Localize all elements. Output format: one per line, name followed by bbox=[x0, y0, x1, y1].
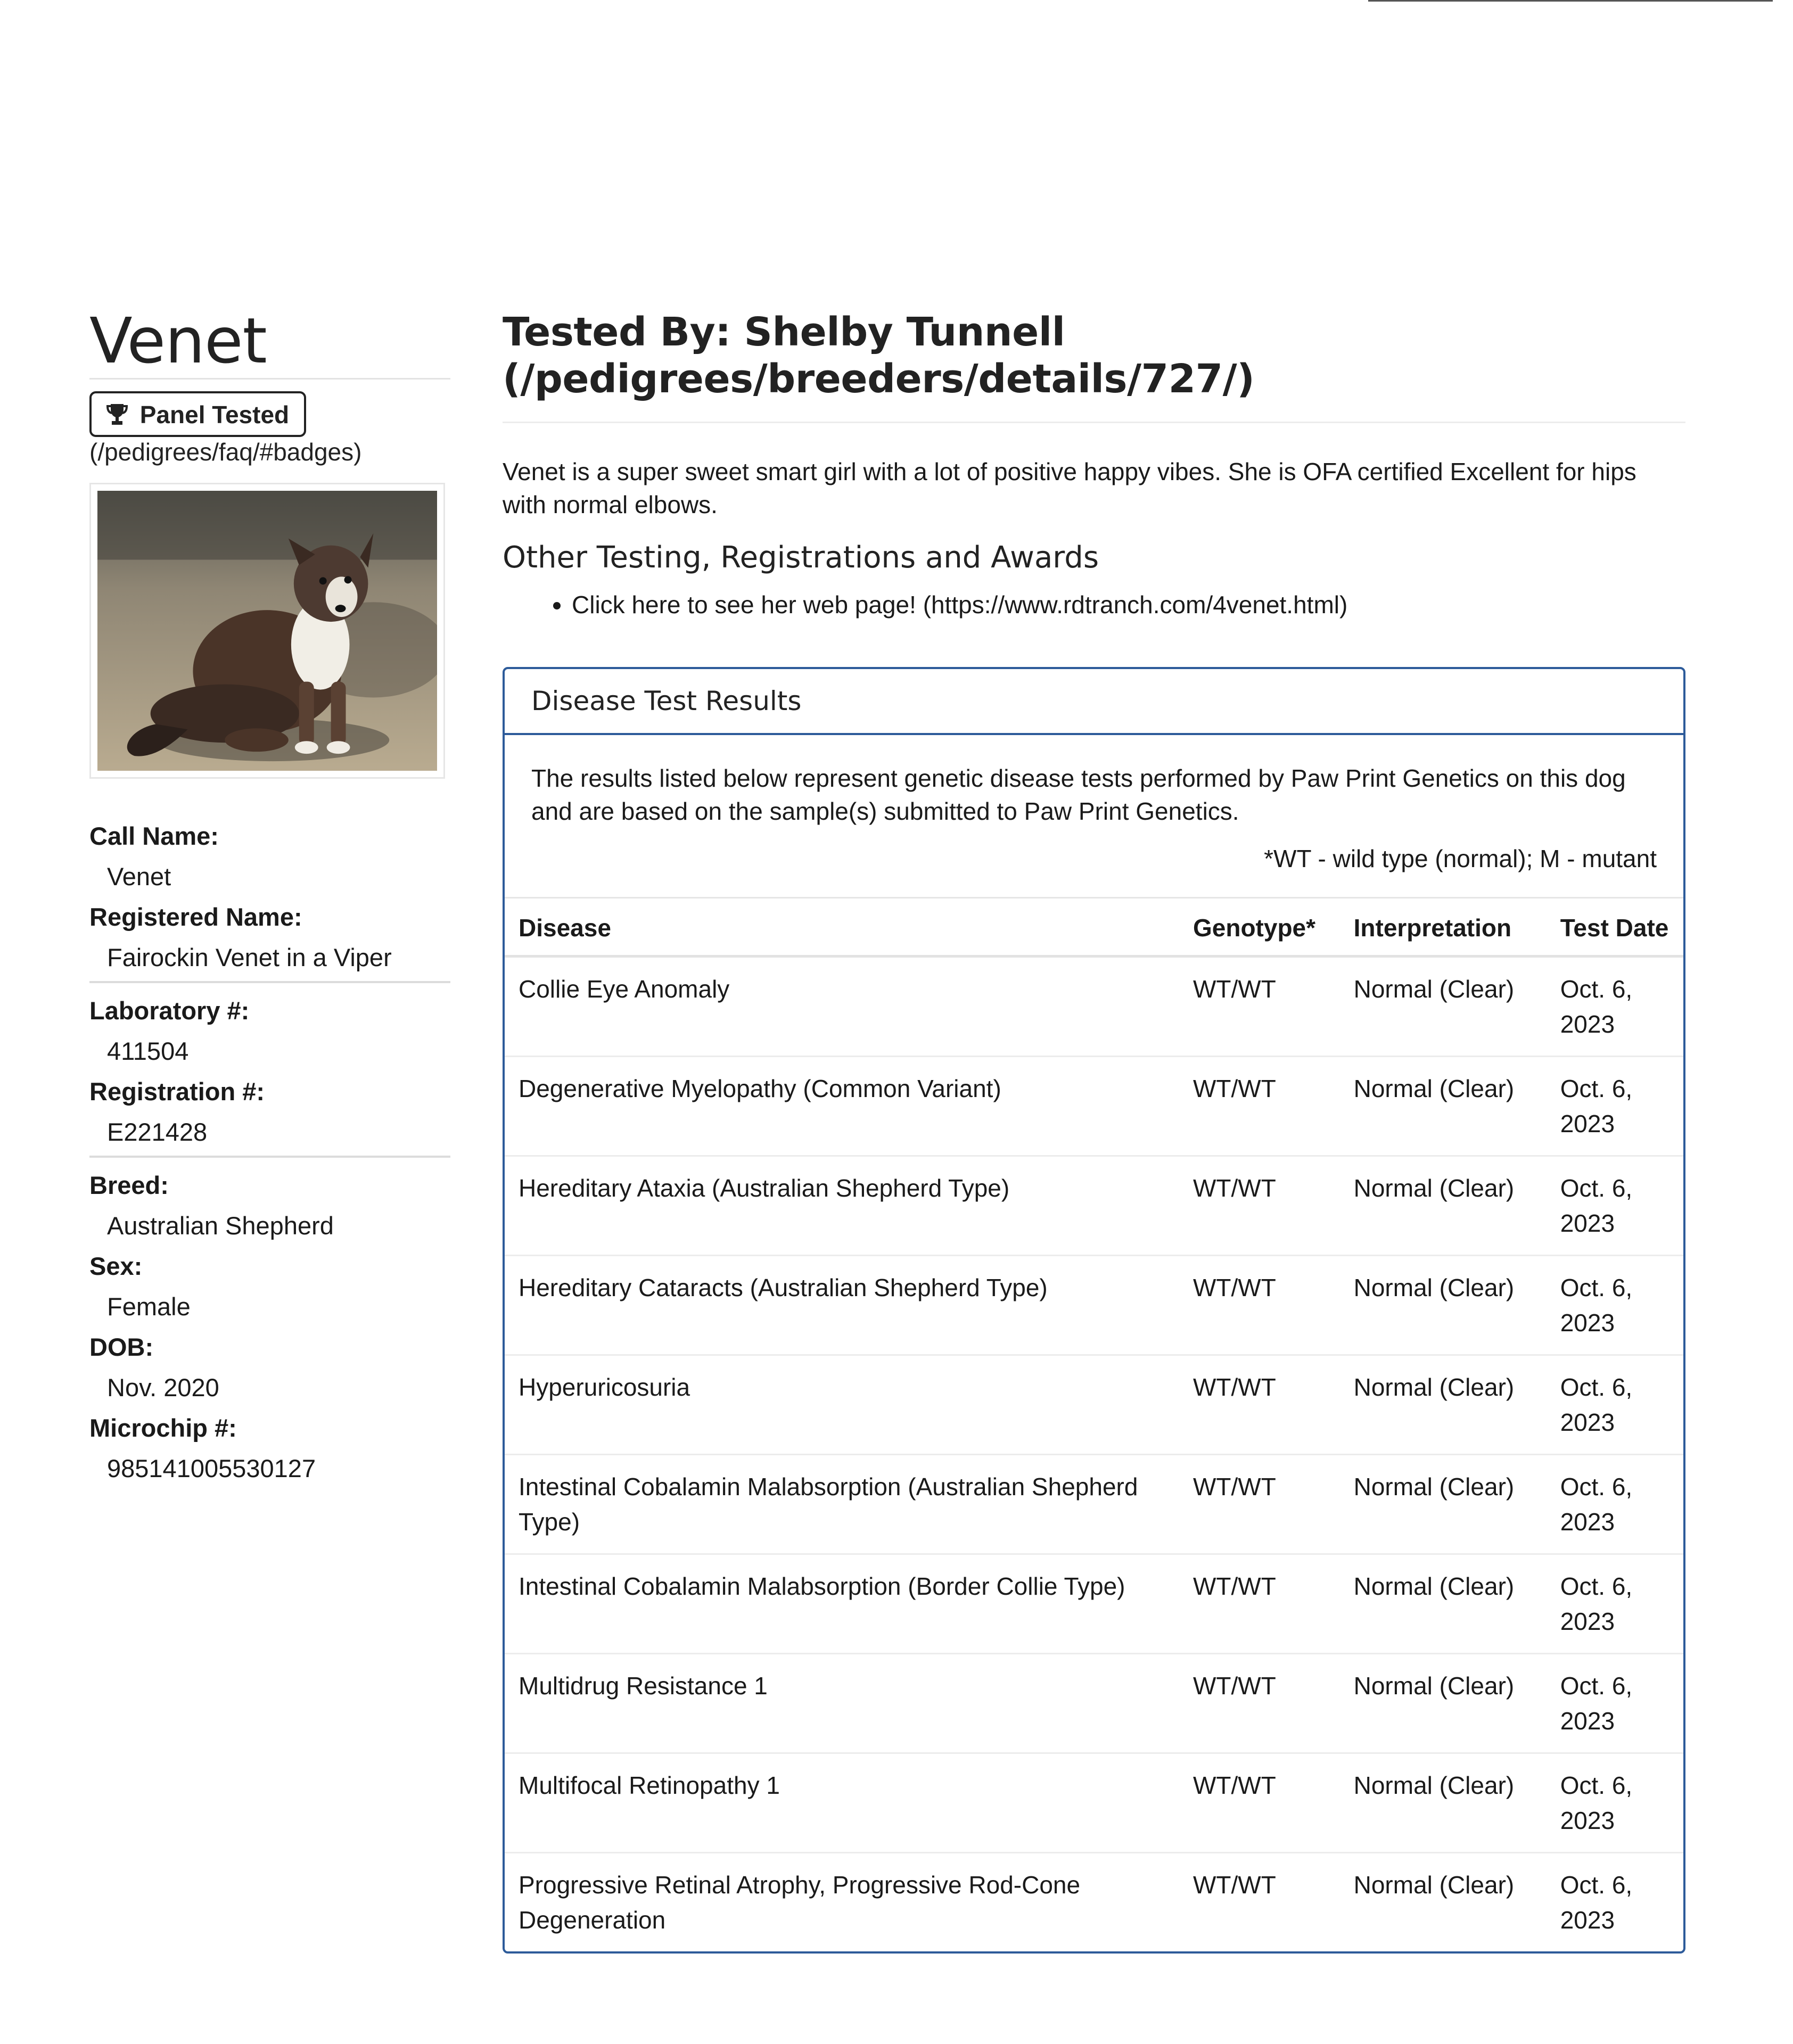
dob-label: DOB: bbox=[89, 1333, 154, 1361]
genotype-legend: *WT - wild type (normal); M - mutant bbox=[1264, 845, 1657, 872]
dog-photo-frame bbox=[89, 483, 445, 779]
table-row bbox=[505, 1455, 1683, 1554]
panel-title: Disease Test Results bbox=[505, 669, 1683, 735]
disease-cell: Degenerative Myelopathy (Common Variant) bbox=[505, 1057, 1193, 1156]
interpretation-cell: Normal (Clear) bbox=[1353, 1871, 1515, 1899]
other-testing-list bbox=[503, 588, 1685, 621]
interpretation-cell: Normal (Clear) bbox=[1354, 1654, 1560, 1753]
microchip-value: 985141005530127 bbox=[107, 1454, 316, 1482]
genotype-cell: WT/WT bbox=[1193, 1871, 1276, 1899]
disease-cell: Hereditary Ataxia (Australian Shepherd Type) bbox=[505, 1156, 1193, 1256]
badge-label: Panel Tested bbox=[139, 401, 290, 428]
disease-cell: Hyperuricosuria bbox=[505, 1355, 1193, 1455]
table-row bbox=[505, 1654, 1683, 1753]
table-row bbox=[505, 1853, 1683, 1952]
disease-cell: Hereditary Cataracts (Australian Shepherd Type) bbox=[505, 1256, 1193, 1355]
interpretation-cell: Normal (Clear) bbox=[1354, 1156, 1560, 1256]
date-cell bbox=[1560, 1554, 1683, 1654]
genotype-cell: WT/WT bbox=[1193, 1256, 1354, 1355]
table-row bbox=[505, 1256, 1683, 1355]
tested-by-link[interactable]: (/pedigrees/breeders/details/727/) bbox=[503, 356, 1255, 402]
interpretation-cell: Normal (Clear) bbox=[1354, 1355, 1560, 1455]
disease-cell: Progressive Retinal Atrophy, Progressive Rod-Cone Degeneration bbox=[519, 1871, 1081, 1934]
date-line1: Oct. 6, bbox=[1560, 1871, 1633, 1899]
date-line1: Oct. 6, bbox=[1560, 1075, 1633, 1102]
breed-label: Breed: bbox=[89, 1171, 169, 1199]
col-disease: Disease bbox=[505, 898, 1193, 957]
breed-value: Australian Shepherd bbox=[107, 1211, 334, 1240]
disease-cell: Multidrug Resistance 1 bbox=[505, 1654, 1193, 1753]
date-line2: 2023 bbox=[1560, 1906, 1615, 1934]
tested-by-heading[interactable] bbox=[503, 309, 1685, 402]
tested-by-line1: Tested By: Shelby Tunnell bbox=[503, 309, 1065, 355]
date-line2: 2023 bbox=[1560, 1309, 1615, 1337]
dog-info-list bbox=[89, 816, 450, 1489]
genotype-cell: WT/WT bbox=[1193, 1554, 1354, 1654]
registration-label: Registration #: bbox=[89, 1077, 265, 1106]
date-line1: Oct. 6, bbox=[1560, 1274, 1633, 1301]
table-row bbox=[505, 957, 1683, 1057]
genotype-cell: WT/WT bbox=[1193, 1355, 1354, 1455]
date-cell bbox=[1560, 1256, 1683, 1355]
interpretation-cell: Normal (Clear) bbox=[1354, 1554, 1560, 1654]
laboratory-value: 411504 bbox=[107, 1037, 189, 1065]
date-line2: 2023 bbox=[1560, 1608, 1615, 1635]
panel-tested-badge[interactable] bbox=[89, 391, 306, 437]
trophy-icon bbox=[106, 403, 128, 426]
heading-divider bbox=[503, 422, 1685, 423]
registered-name-value: Fairockin Venet in a Viper bbox=[107, 943, 392, 971]
date-line2: 2023 bbox=[1560, 1807, 1615, 1834]
interpretation-cell: Normal (Clear) bbox=[1354, 1057, 1560, 1156]
date-cell bbox=[1560, 1455, 1683, 1554]
date-line2: 2023 bbox=[1560, 1010, 1615, 1038]
title-divider bbox=[89, 378, 450, 380]
disease-cell: Intestinal Cobalamin Malabsorption (Border Collie Type) bbox=[505, 1554, 1193, 1654]
table-row bbox=[505, 1554, 1683, 1654]
dog-sidebar bbox=[89, 303, 450, 1489]
date-line1: Oct. 6, bbox=[1560, 1174, 1633, 1202]
table-row bbox=[505, 1355, 1683, 1455]
genotype-cell: WT/WT bbox=[1193, 1654, 1354, 1753]
genotype-cell: WT/WT bbox=[1193, 1057, 1354, 1156]
table-row bbox=[505, 1057, 1683, 1156]
results-table bbox=[505, 897, 1683, 1951]
registration-value: E221428 bbox=[107, 1118, 208, 1146]
date-cell bbox=[1560, 1853, 1683, 1952]
table-row bbox=[505, 1753, 1683, 1853]
disease-results-panel bbox=[503, 667, 1685, 1954]
info-divider bbox=[89, 981, 450, 983]
interpretation-cell: Normal (Clear) bbox=[1354, 1753, 1560, 1853]
col-test-date: Test Date bbox=[1560, 898, 1683, 957]
interpretation-cell: Normal (Clear) bbox=[1354, 1256, 1560, 1355]
genotype-cell: WT/WT bbox=[1193, 1753, 1354, 1853]
date-line1: Oct. 6, bbox=[1560, 1672, 1633, 1700]
date-line1: Oct. 6, bbox=[1560, 1572, 1633, 1600]
date-cell bbox=[1560, 957, 1683, 1057]
date-cell bbox=[1560, 1156, 1683, 1256]
other-testing-heading: Other Testing, Registrations and Awards bbox=[503, 540, 1099, 575]
disease-cell: Multifocal Retinopathy 1 bbox=[505, 1753, 1193, 1853]
date-line2: 2023 bbox=[1560, 1707, 1615, 1735]
date-line1: Oct. 6, bbox=[1560, 975, 1633, 1003]
date-cell bbox=[1560, 1654, 1683, 1753]
info-divider bbox=[89, 1156, 450, 1158]
dog-photo bbox=[97, 491, 437, 771]
scan-top-line bbox=[1368, 0, 1773, 2]
microchip-label: Microchip #: bbox=[89, 1414, 237, 1442]
dog-description: Venet is a super sweet smart girl with a lot of positive happy vibes. She is OFA certified Excellent for hips with normal elbows. bbox=[503, 458, 1636, 518]
disease-cell: Intestinal Cobalamin Malabsorption (Australian Shepherd Type) bbox=[505, 1455, 1193, 1554]
laboratory-label: Laboratory #: bbox=[89, 996, 250, 1025]
table-header-row bbox=[505, 898, 1683, 957]
registered-name-label: Registered Name: bbox=[89, 903, 302, 931]
date-line1: Oct. 6, bbox=[1560, 1771, 1633, 1799]
call-name-value: Venet bbox=[107, 862, 171, 891]
call-name-label: Call Name: bbox=[89, 822, 219, 850]
date-cell bbox=[1560, 1753, 1683, 1853]
sex-label: Sex: bbox=[89, 1252, 143, 1280]
main-content bbox=[503, 309, 1685, 1954]
sex-value: Female bbox=[107, 1292, 191, 1321]
genotype-cell: WT/WT bbox=[1193, 1455, 1354, 1554]
date-line2: 2023 bbox=[1560, 1209, 1615, 1237]
dob-value: Nov. 2020 bbox=[107, 1373, 219, 1402]
date-line2: 2023 bbox=[1560, 1408, 1615, 1436]
badge-faq-link[interactable]: (/pedigrees/faq/#badges) bbox=[89, 438, 362, 466]
genotype-cell: WT/WT bbox=[1193, 1156, 1354, 1256]
col-genotype: Genotype* bbox=[1193, 898, 1354, 957]
date-line1: Oct. 6, bbox=[1560, 1473, 1633, 1501]
date-cell bbox=[1560, 1057, 1683, 1156]
panel-intro: The results listed below represent genetic disease tests performed by Paw Print Genetics on this dog and are based on the sample(s) submitted to Paw Print Genetics. bbox=[531, 764, 1626, 825]
web-page-link[interactable]: • Click here to see her web page! (https://www.rdtranch.com/4venet.html) bbox=[572, 588, 1685, 621]
panel-body bbox=[505, 735, 1683, 875]
genotype-cell: WT/WT bbox=[1193, 957, 1354, 1057]
date-cell bbox=[1560, 1355, 1683, 1455]
col-interpretation: Interpretation bbox=[1354, 898, 1560, 957]
date-line2: 2023 bbox=[1560, 1508, 1615, 1536]
disease-cell: Collie Eye Anomaly bbox=[505, 957, 1193, 1057]
table-row bbox=[505, 1156, 1683, 1256]
dog-name-title: Venet bbox=[89, 304, 267, 377]
date-line1: Oct. 6, bbox=[1560, 1373, 1633, 1401]
date-line2: 2023 bbox=[1560, 1110, 1615, 1138]
interpretation-cell: Normal (Clear) bbox=[1354, 1455, 1560, 1554]
interpretation-cell: Normal (Clear) bbox=[1354, 957, 1560, 1057]
